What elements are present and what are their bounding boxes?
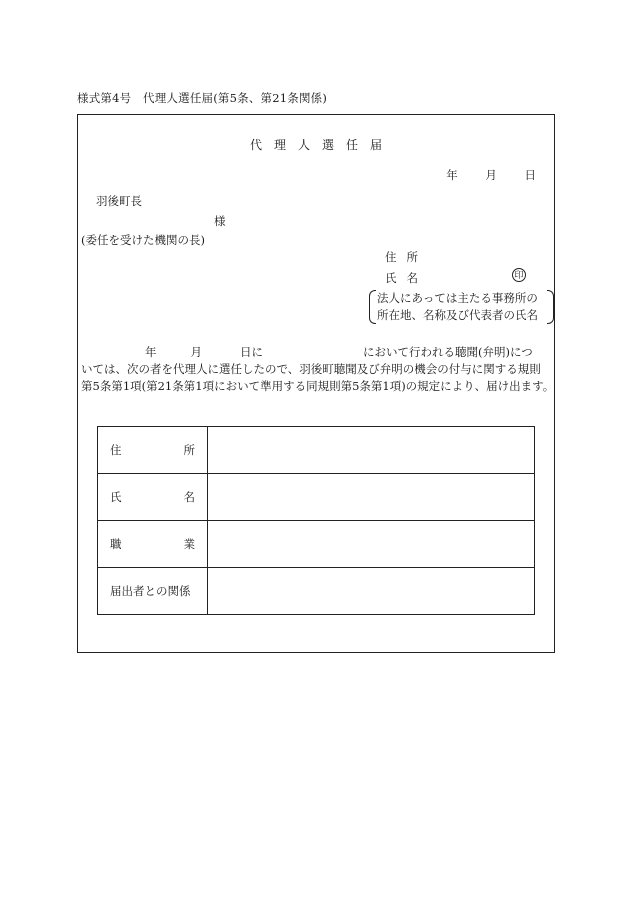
row-label-text: 職 業: [110, 537, 195, 551]
row-label-occupation: [98, 521, 208, 568]
row-value-occupation[interactable]: [208, 521, 535, 568]
date-line: [422, 167, 536, 183]
row-value-address[interactable]: [208, 427, 535, 474]
row-label-text: 氏 名: [110, 490, 195, 504]
row-label-address: [98, 427, 208, 474]
date-year: 年: [446, 168, 458, 182]
row-value-name[interactable]: [208, 474, 535, 521]
honorific: 様: [214, 214, 226, 228]
corporate-note-line1: 法人にあっては主たる事務所の: [377, 291, 538, 305]
applicant-address-label: 住所: [385, 250, 428, 264]
body-line-1: 年 月 日に において行われる聴聞(弁明)につ: [145, 345, 533, 359]
form-frame: [77, 114, 555, 653]
bracket-right: [547, 290, 554, 324]
corporate-note-line2: 所在地、名称及び代表者の氏名: [377, 308, 538, 322]
document-title: 代理人選任届: [249, 138, 394, 152]
table-row: [98, 521, 535, 568]
applicant-name-label: 氏名: [385, 271, 428, 285]
seal-mark-icon: 印: [512, 268, 526, 282]
delegated-note: (委任を受けた機関の長): [81, 233, 205, 247]
date-month: 月: [485, 168, 497, 182]
table-row: [98, 427, 535, 474]
representative-info-table: [97, 426, 535, 615]
addressee: 羽後町長: [96, 194, 142, 208]
table-row: [98, 474, 535, 521]
body-line-2: いては、次の者を代理人に選任したので、羽後町聴聞及び弁明の機会の付与に関する規則: [81, 362, 541, 376]
table-row: [98, 568, 535, 615]
body-paragraph: [81, 344, 553, 395]
corporate-note: [369, 290, 554, 324]
row-value-relationship[interactable]: [208, 568, 535, 615]
body-line-3: 第5条第1項(第21条第1項において準用する同規則第5条第1項)の規定により、届け出ます。: [81, 379, 555, 393]
date-day: 日: [524, 168, 536, 182]
row-label-relationship: 届出者との関係: [98, 568, 208, 615]
row-label-text: 住 所: [110, 443, 195, 457]
bracket-left: [369, 290, 376, 324]
form-number-header: 様式第4号 代理人選任届(第5条、第21条関係): [77, 91, 328, 105]
row-label-name: [98, 474, 208, 521]
